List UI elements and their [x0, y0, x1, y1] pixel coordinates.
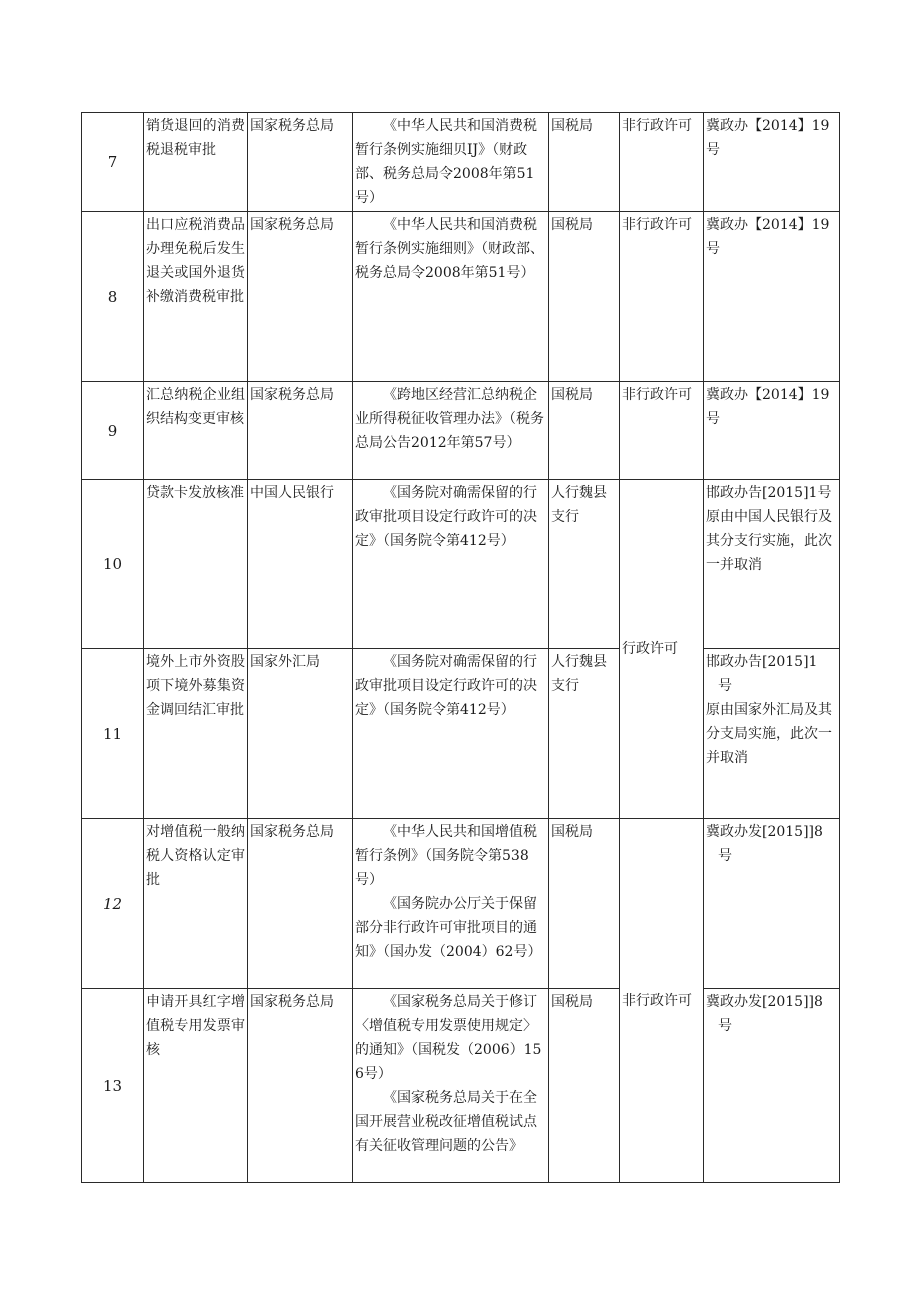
implementing-org: 国税局	[549, 113, 620, 212]
department: 国家税务总局	[248, 212, 353, 382]
basis-paragraph: 《跨地区经营汇总纳税企业所得税征收管理办法》（税务总局公告2012年第57号）	[355, 387, 544, 451]
department: 国家税务总局	[248, 819, 353, 989]
approval-type: 非行政许可	[620, 819, 704, 1183]
table-row	[82, 382, 840, 480]
legal-basis	[353, 649, 549, 819]
item-name: 贷款卡发放核准	[144, 480, 248, 649]
basis-paragraph: 《中华人民共和国消费税暂行条例实施细则》（财政部、税务总局令2008年第51号）	[355, 217, 544, 281]
approval-type: 非行政许可	[620, 113, 704, 212]
legal-basis	[353, 113, 549, 212]
row-number: 7	[82, 113, 144, 212]
implementing-org: 国税局	[549, 382, 620, 480]
implementing-org: 人行魏县支行	[549, 649, 620, 819]
row-number: 8	[82, 212, 144, 382]
department: 国家税务总局	[248, 989, 353, 1183]
remark: 邯政办告[2015]1号原由中国人民银行及其分支行实施，此次一并取消	[704, 480, 840, 649]
legal-basis	[353, 480, 549, 649]
remark-line: 号	[718, 848, 732, 864]
table-row	[82, 480, 840, 649]
implementing-org: 国税局	[549, 989, 620, 1183]
basis-paragraph: 《国家税务总局关于在全国开展营业税改征增值税试点有关征收管理问题的公告》	[355, 1090, 537, 1154]
row-number: 13	[82, 989, 144, 1183]
item-name: 汇总纳税企业组织结构变更审核	[144, 382, 248, 480]
basis-paragraph: 《中华人民共和国增值税暂行条例》（国务院令第538号）	[355, 824, 537, 888]
basis-paragraph: 《国务院对确需保留的行政审批项目设定行政许可的决定》（国务院令第412号）	[355, 485, 537, 549]
legal-basis	[353, 212, 549, 382]
implementing-org: 人行魏县支行	[549, 480, 620, 649]
basis-paragraph: 《中华人民共和国消费税暂行条例实施细贝IJ》（财政部、税务总局令2008年第51号）	[355, 118, 537, 206]
remark	[704, 649, 840, 819]
row-number: 10	[82, 480, 144, 649]
row-number: 11	[82, 649, 144, 819]
legal-basis	[353, 989, 549, 1183]
legal-basis	[353, 819, 549, 989]
remark-line: 号	[718, 1018, 732, 1034]
row-number: 9	[82, 382, 144, 480]
implementing-org: 国税局	[549, 819, 620, 989]
remark-line: 冀政办发[2015]]8	[706, 824, 823, 840]
approval-type: 非行政许可	[620, 382, 704, 480]
approval-type: 行政许可	[620, 480, 704, 819]
table-row	[82, 649, 840, 819]
department: 国家税务总局	[248, 382, 353, 480]
remark: 冀政办【2014】19号	[704, 113, 840, 212]
item-name: 销货退回的消费税退税审批	[144, 113, 248, 212]
remark: 冀政办【2014】19号	[704, 212, 840, 382]
department: 国家外汇局	[248, 649, 353, 819]
department: 国家税务总局	[248, 113, 353, 212]
approval-type: 非行政许可	[620, 212, 704, 382]
remark-line: 邯政办告[2015]1	[706, 654, 818, 670]
item-name: 申请开具红字增值税专用发票审核	[144, 989, 248, 1183]
table-row	[82, 989, 840, 1183]
remark: 冀政办【2014】19号	[704, 382, 840, 480]
item-name: 对增值税一般纳税人资格认定审批	[144, 819, 248, 989]
remark	[704, 819, 840, 989]
implementing-org: 国税局	[549, 212, 620, 382]
basis-paragraph: 《国务院办公厅关于保留部分非行政许可审批项目的通知》（国办发（2004）62号）	[355, 896, 542, 960]
remark-line: 冀政办发[2015]]8	[706, 994, 823, 1010]
remark-line: 号	[718, 678, 732, 694]
row-number: 12	[82, 819, 144, 989]
basis-paragraph: 《国务院对确需保留的行政审批项目设定行政许可的决定》（国务院令第412号）	[355, 654, 537, 718]
department: 中国人民银行	[248, 480, 353, 649]
item-name: 出口应税消费品办理免税后发生退关或国外退货补缴消费税审批	[144, 212, 248, 382]
approval-items-table	[81, 112, 840, 1183]
remark-line: 原由国家外汇局及其分支局实施，此次一并取消	[706, 702, 832, 766]
remark	[704, 989, 840, 1183]
basis-paragraph: 《国家税务总局关于修订〈增值税专用发票使用规定〉的通知》（国税发（2006）156号）	[355, 994, 542, 1082]
legal-basis	[353, 382, 549, 480]
table-row	[82, 212, 840, 382]
item-name: 境外上市外资股项下境外募集资金调回结汇审批	[144, 649, 248, 819]
table-row	[82, 819, 840, 989]
table-row	[82, 113, 840, 212]
